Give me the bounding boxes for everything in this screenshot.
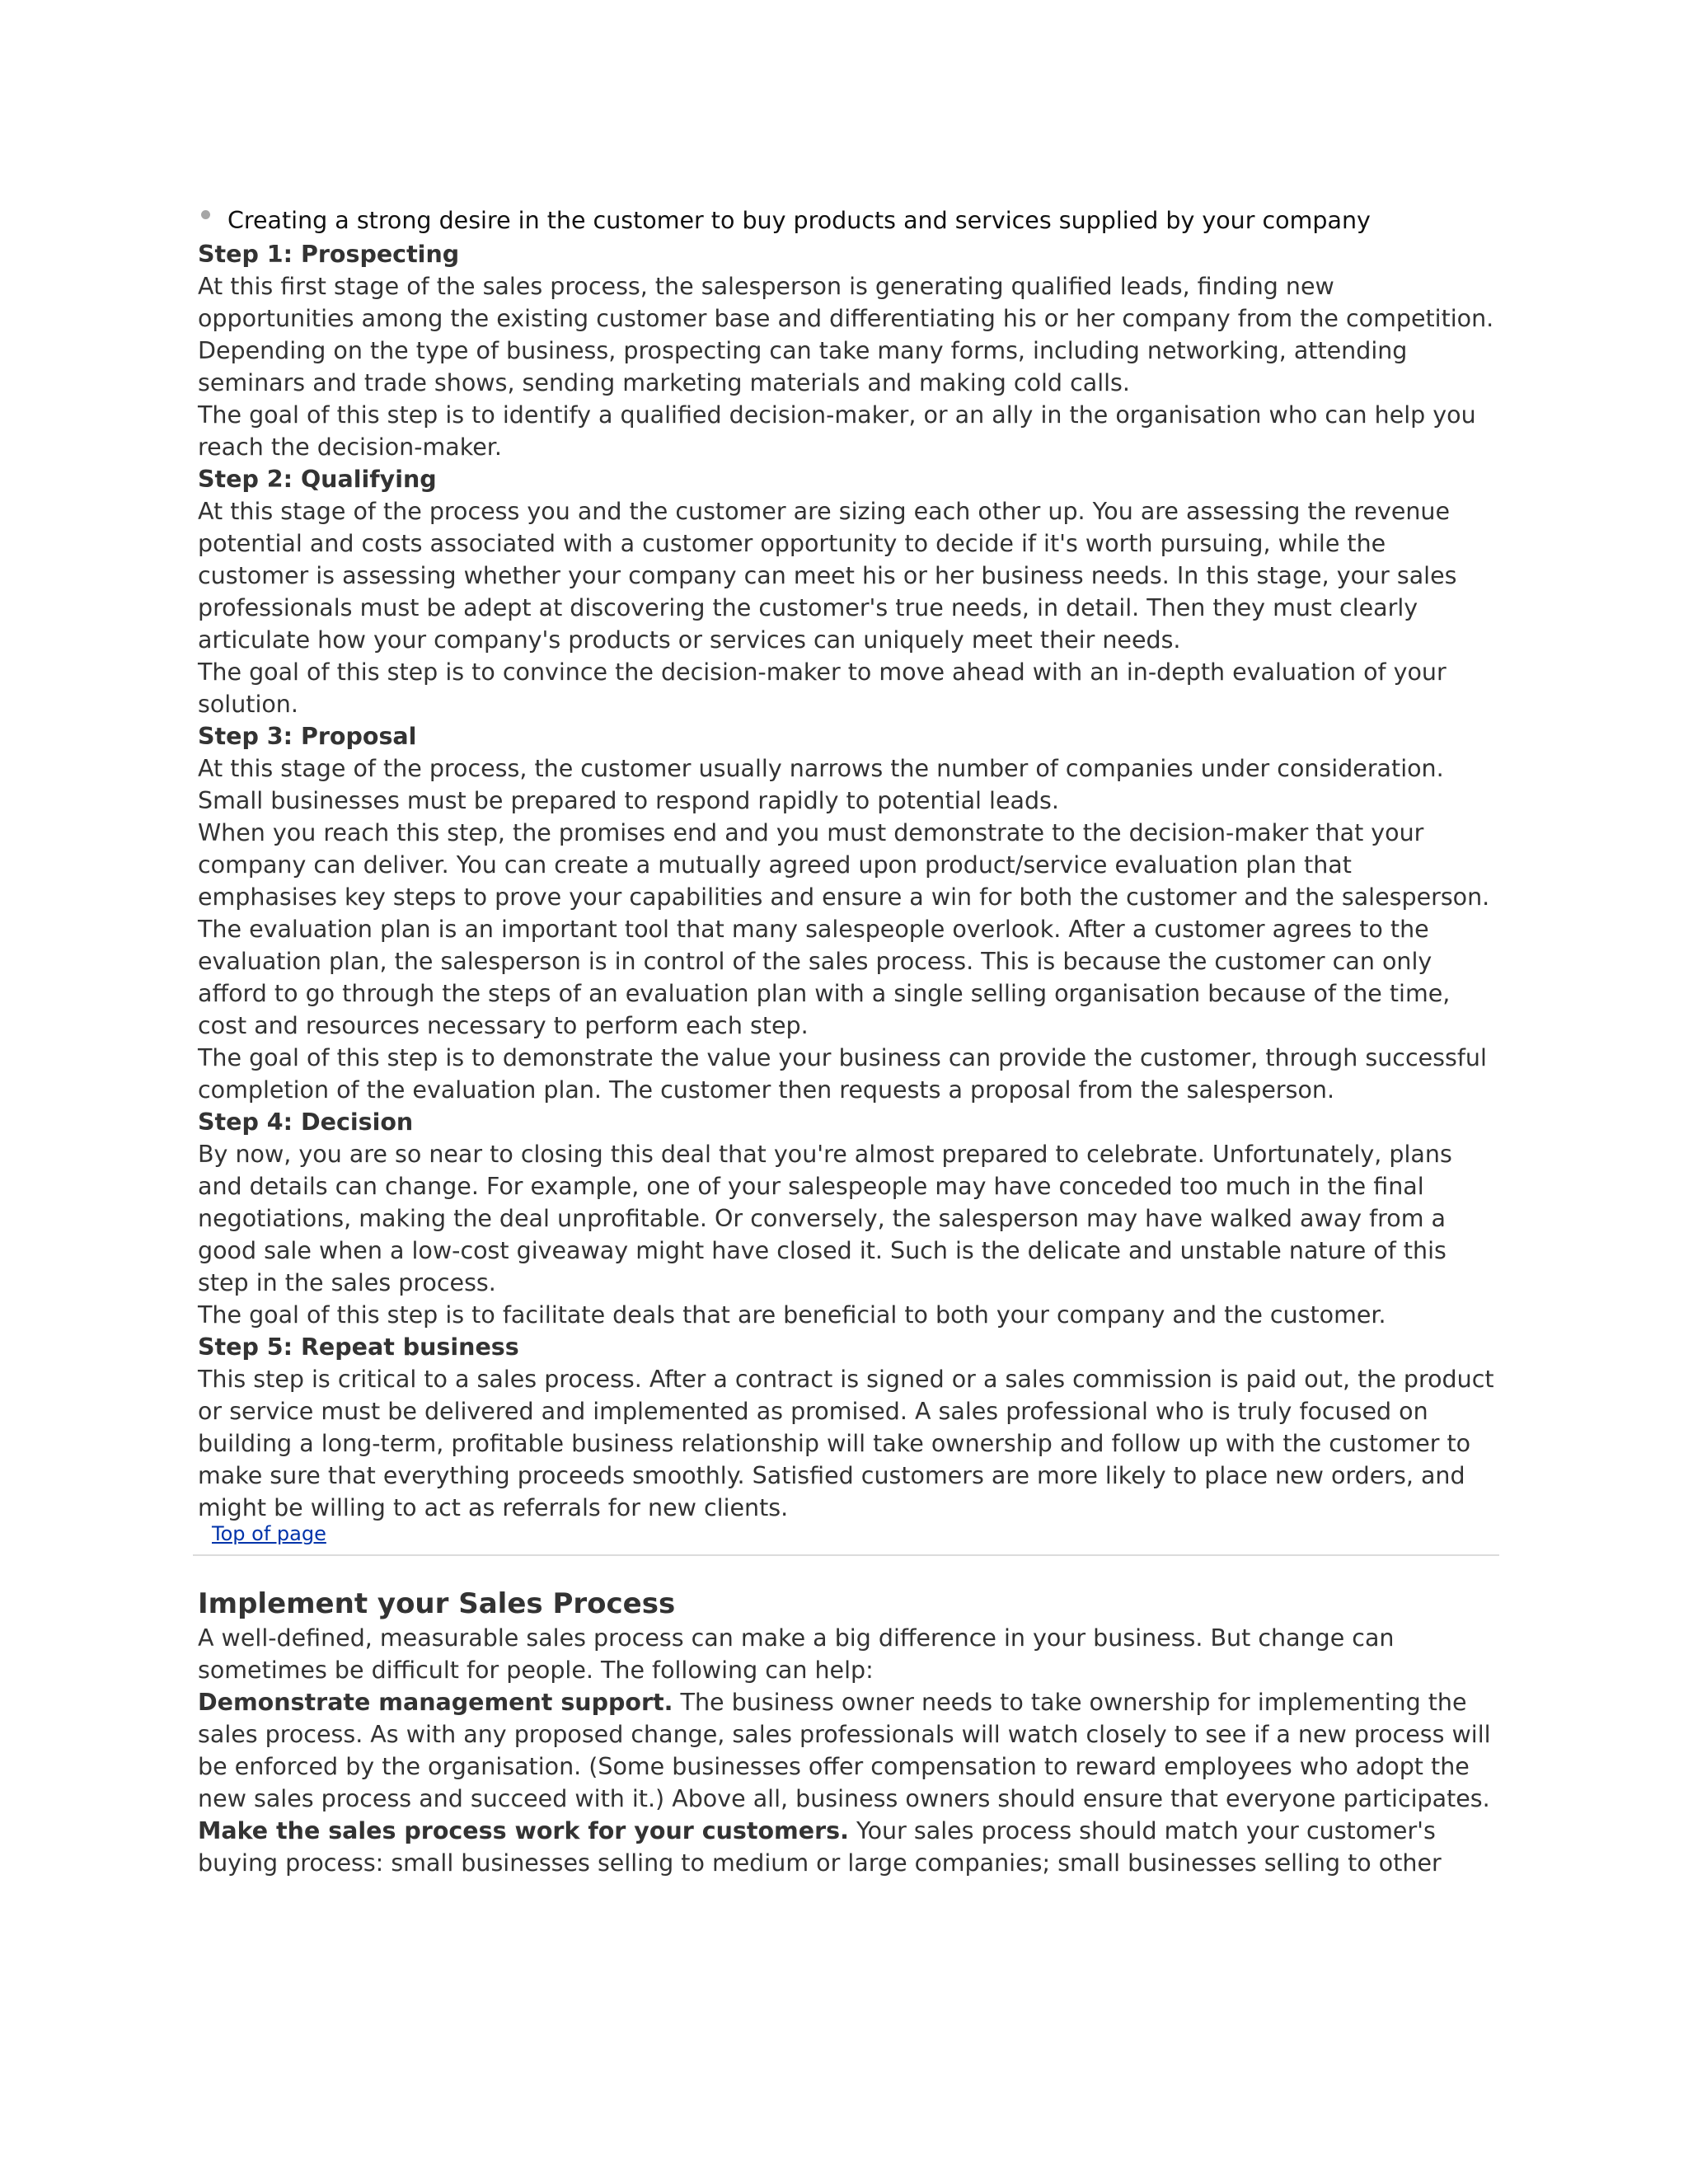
step-proposal [198,720,1496,1106]
step-paragraph: The goal of this step is to convince the decision-maker to move ahead with an in-depth evaluation of your solution. [198,658,1447,718]
implement-item [198,1686,1496,1815]
bullet-item [198,204,1496,237]
item-lead: Make the sales process work for your customers. [198,1817,849,1844]
section-divider [193,1554,1499,1556]
step-prospecting [198,238,1496,463]
step-heading: Step 1: Prospecting [198,241,460,268]
step-paragraph: The goal of this step is to identify a qualified decision-maker, or an ally in the organisation who can help you reach the decision-maker. [198,401,1476,461]
step-heading: Step 3: Proposal [198,723,417,750]
bullet-icon [201,210,210,219]
step-paragraph: The goal of this step is to facilitate deals that are beneficial to both your company and the customer. [198,1301,1386,1329]
step-paragraph: At this first stage of the sales process, the salesperson is generating qualified leads, finding new opportunities among the existing customer base and differentiating his or her company from the competition. Depending on the type of business, prospecting can take many forms, including networking, attending seminars and trade shows, sending marketing materials and making cold calls. [198,273,1494,396]
section-title: Implement your Sales Process [198,1587,676,1620]
step-qualifying [198,463,1496,720]
step-paragraph: This step is critical to a sales process. After a contract is signed or a sales commission is paid out, the product or service must be delivered and implemented as promised. A sales professional who is truly focused on building a long-term, profitable business relationship will take ownership and follow up with the customer to make sure that everything proceeds smoothly. Satisfied customers are more likely to place new orders, and might be willing to act as referrals for new clients. [198,1366,1494,1521]
step-heading: Step 4: Decision [198,1108,414,1136]
step-paragraph: By now, you are so near to closing this deal that you're almost prepared to celebrate. Unfortunately, plans and details can change. For example, one of your salespeople may have conceded too much in the final negotiations, making the deal unprofitable. Or conversely, the salesperson may have walked away from a good sale when a low-cost giveaway might have closed it. Such is the delicate and unstable nature of this step in the sales process. [198,1141,1452,1296]
step-paragraph: At this stage of the process, the customer usually narrows the number of companies under consideration. Small businesses must be prepared to respond rapidly to potential leads. [198,755,1444,814]
item-lead: Demonstrate management support. [198,1689,673,1716]
step-heading: Step 2: Qualifying [198,466,437,493]
step-paragraph: The evaluation plan is an important tool that many salespeople overlook. After a customer agrees to the evaluation plan, the salesperson is in control of the sales process. This is because the customer can only afford to go through the steps of an evaluation plan with a single selling organisation because of the time, cost and resources necessary to perform each step. [198,916,1451,1039]
item-text: Your sales process should match your customer's buying process: small businesses selling to medium or large companies; small businesses selling to other [198,1817,1442,1877]
step-paragraph: At this stage of the process you and the customer are sizing each other up. You are assessing the revenue potential and costs associated with a customer opportunity to decide if it's worth pursuing, while the customer is assessing whether your company can meet his or her business needs. In this stage, your sales professionals must be adept at discovering the customer's true needs, in detail. Then they must clearly articulate how your company's products or services can uniquely meet their needs. [198,498,1457,654]
step-repeat-business [198,1331,1496,1524]
step-paragraph: The goal of this step is to demonstrate the value your business can provide the customer, through successful completion of the evaluation plan. The customer then requests a proposal from the salesperson. [198,1044,1487,1104]
step-heading: Step 5: Repeat business [198,1333,519,1361]
section-intro: A well-defined, measurable sales process can make a big difference in your business. But change can sometimes be difficult for people. The following can help: [198,1624,1395,1684]
implement-item [198,1815,1496,1879]
step-paragraph: When you reach this step, the promises end and you must demonstrate to the decision-maker that your company can deliver. You can create a mutually agreed upon product/service evaluation plan that emphasises key steps to prove your capabilities and ensure a win for both the customer and the salesperson. [198,819,1490,911]
document-page [198,204,1496,1879]
bullet-text: Creating a strong desire in the customer to buy products and services supplied by your company [227,207,1371,234]
top-of-page-link[interactable]: Top of page [212,1522,326,1545]
item-text: The business owner needs to take ownership for implementing the sales process. As with any proposed change, sales professionals will watch closely to see if a new process will be enforced by the organisation. (Some businesses offer compensation to reward employees who adopt the new sales process and succeed with it.) Above all, business owners should ensure that everyone participates. [198,1689,1491,1812]
step-decision [198,1106,1496,1331]
